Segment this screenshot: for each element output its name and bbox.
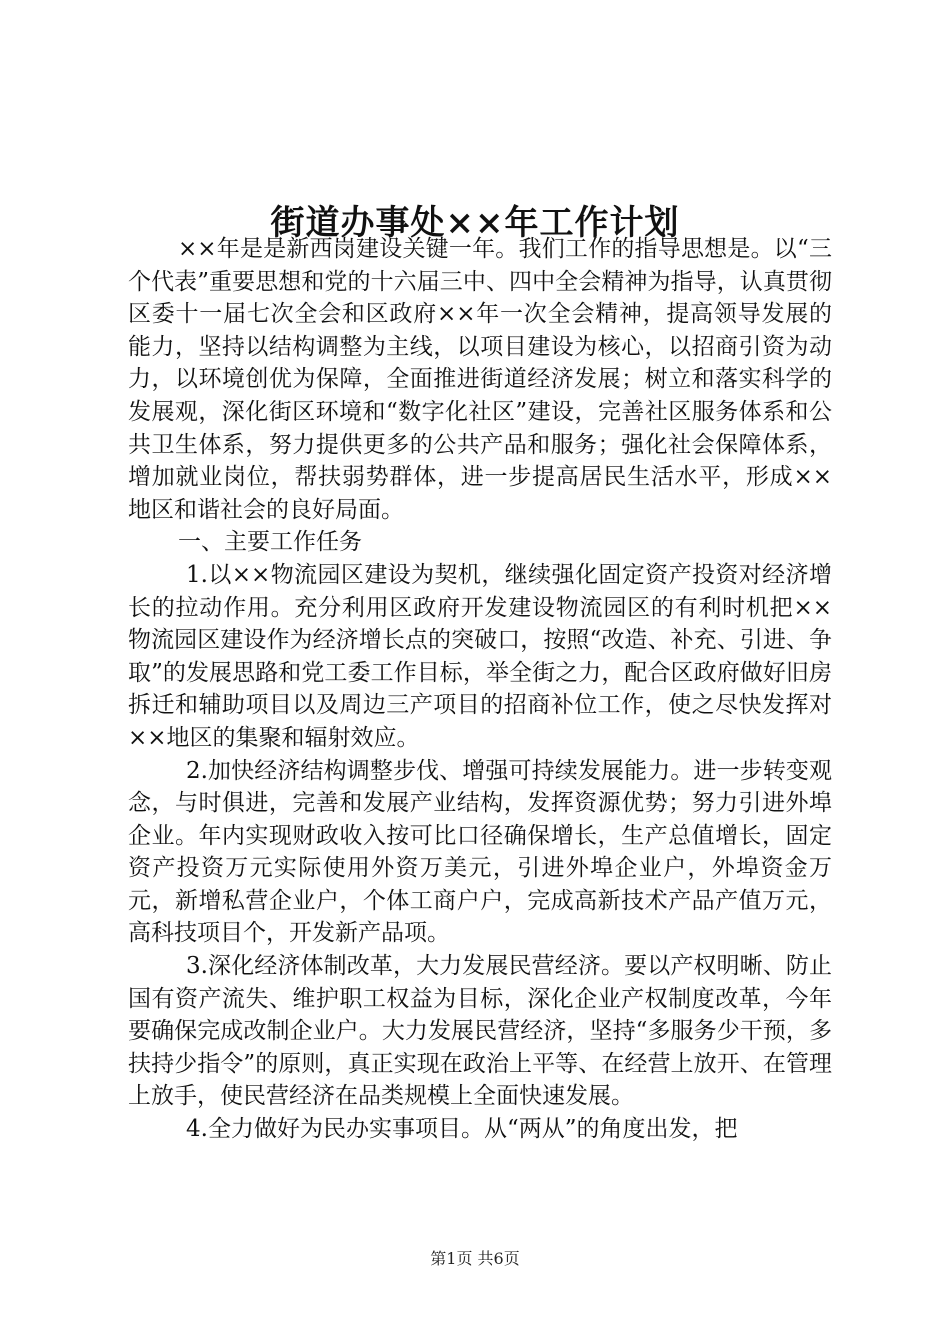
page-footer: 第1页 共6页 bbox=[430, 1249, 520, 1268]
task-item-3: 3.深化经济体制改革，大力发展民营经济。要以产权明晰、防止国有资产流失、维护职工权益为目标，深化企业产权制度改革，今年要确保完成改制企业户。大力发展民营经济，坚持“多服务少干预，多扶持少指令”的原则，真正实现在政治上平等、在经营上放开、在管理上放手，使民营经济在品类规模上全面快速发展。 bbox=[128, 953, 832, 1110]
task-item-1: 1.以××物流园区建设为契机，继续强化固定资产投资对经济增长的拉动作用。充分利用区政府开发建设物流园区的有利时机把××物流园区建设作为经济增长点的突破口，按照“改造、补充、引进、争取”的发展思路和党工委工作目标，举全街之力，配合区政府做好旧房拆迁和辅助项目以及周边三产项目的招商补位工作，使之尽快发挥对××地区的集聚和辐射效应。 bbox=[128, 561, 832, 751]
section-heading: 一、主要工作任务 bbox=[178, 529, 362, 556]
task-item-2: 2.加快经济结构调整步伐、增强可持续发展能力。进一步转变观念，与时俱进，完善和发展产业结构，发挥资源优势；努力引进外埠企业。年内实现财政收入按可比口径确保增长，生产总值增长，固定资产投资万元实际使用外资万美元，引进外埠企业户，外埠资金万元，新增私营企业户，个体工商户户，完成高新技术产品产值万元，高科技项目个，开发新产品项。 bbox=[128, 757, 832, 947]
intro-paragraph: ××年是是新西岗建设关键一年。我们工作的指导思想是。以“三个代表”重要思想和党的十六届三中、四中全会精神为指导，认真贯彻区委十一届七次全会和区政府××年一次全会精神，提高领导发展的能力，坚持以结构调整为主线，以项目建设为核心，以招商引资为动力，以环境创优为保障，全面推进街道经济发展；树立和落实科学的发展观，深化街区环境和“数字化社区”建设，完善社区服务体系和公共卫生体系，努力提供更多的公共产品和服务；强化社会保障体系，增加就业岗位，帮扶弱势群体，进一步提高居民生活水平，形成××地区和谐社会的良好局面。 bbox=[128, 236, 832, 523]
task-item-4: 4.全力做好为民办实事项目。从“两从”的角度出发，把 bbox=[186, 1116, 738, 1143]
document-title: 街道办事处××年工作计划 bbox=[270, 202, 680, 243]
document-body bbox=[128, 233, 832, 1146]
